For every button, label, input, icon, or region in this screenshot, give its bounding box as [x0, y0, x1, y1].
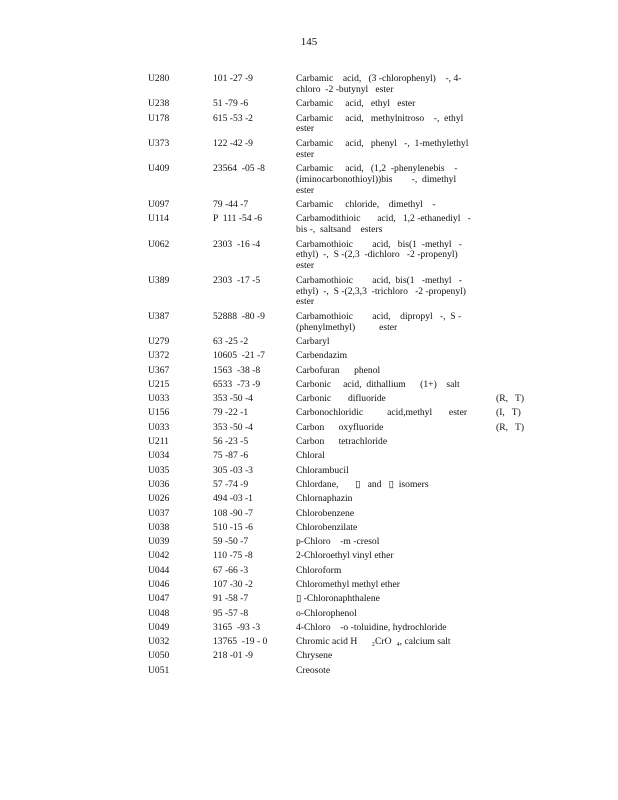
chemical-name-cell: o-Chlorophenol — [296, 607, 357, 619]
cas-number-cell: 218 -01 -9 — [213, 650, 253, 662]
table-row — [148, 214, 548, 236]
cas-number-cell: 23564 -05 -8 — [213, 162, 265, 174]
table-row — [148, 551, 548, 562]
table-row — [148, 366, 548, 377]
cas-number-cell: 494 -03 -1 — [213, 493, 253, 505]
waste-code-cell: U044 — [148, 564, 170, 576]
waste-code-cell: U373 — [148, 137, 170, 149]
waste-code-cell: U026 — [148, 493, 170, 505]
cas-number-cell: 305 -03 -3 — [213, 464, 253, 476]
table-row — [148, 74, 548, 96]
chemical-name-cell: 4-Chloro -o -toluidine, hydrochloride — [296, 621, 447, 633]
chemical-name-cell: Carbon tetrachloride — [296, 436, 388, 448]
cas-number-cell: P 111 -54 -6 — [213, 213, 263, 225]
chemical-name-cell: Chlornaphazin — [296, 493, 353, 505]
waste-code-cell: U032 — [148, 636, 170, 648]
chemical-name-cell: Carbamic acid, (3 -chlorophenyl) -, 4- chloro -2 -butynyl ester — [296, 73, 462, 95]
cas-number-cell: 13765 -19 - 0 — [213, 636, 268, 648]
waste-code-cell: U034 — [148, 450, 170, 462]
chemical-name-cell: Carbamic chloride, dimethyl - — [296, 199, 436, 211]
cas-number-cell: 59 -50 -7 — [213, 536, 249, 548]
waste-code-cell: U049 — [148, 621, 170, 633]
chemical-name-cell: Chlorobenzene — [296, 507, 355, 519]
cas-number-cell: 6533 -73 -9 — [213, 378, 261, 390]
table-row — [148, 480, 548, 491]
table-row — [148, 609, 548, 620]
cas-number-cell: 107 -30 -2 — [213, 578, 253, 590]
table-row — [148, 637, 548, 648]
cas-number-cell: 3165 -93 -3 — [213, 621, 261, 633]
chemical-name-cell: Carbamothioic acid, dipropyl -, S - (phenylmethyl) ester — [296, 310, 462, 333]
chemical-name-cell: ▯ -Chloronaphthalene — [296, 593, 380, 605]
waste-code-cell: U037 — [148, 507, 170, 519]
waste-code-cell: U062 — [148, 238, 170, 250]
waste-code-cell: U211 — [148, 436, 169, 448]
table-row — [148, 580, 548, 591]
waste-code-cell: U097 — [148, 199, 170, 211]
waste-code-cell: U036 — [148, 478, 170, 490]
waste-code-cell: U033 — [148, 393, 170, 405]
table-row — [148, 537, 548, 548]
table-row — [148, 380, 548, 391]
table-row — [148, 466, 548, 477]
cas-number-cell: 510 -15 -6 — [213, 521, 253, 533]
waste-code-cell: U409 — [148, 162, 170, 174]
waste-code-cell: U050 — [148, 650, 170, 662]
chemical-name-cell: Carbendazim — [296, 350, 348, 362]
chemical-name-cell: Carbaryl — [296, 335, 330, 347]
waste-code-cell: U038 — [148, 521, 170, 533]
chemical-name-cell: Chlorambucil — [296, 464, 349, 476]
chemical-name-cell: Carbamodithioic acid, 1,2 -ethanediyl - bis -, saltsand esters — [296, 213, 471, 236]
table-row — [148, 509, 548, 520]
cas-number-cell: 2303 -17 -5 — [213, 274, 261, 286]
chemical-name-cell: Creosote — [296, 664, 331, 676]
waste-code-cell: U046 — [148, 578, 170, 590]
hazard-code-cell: (R, T) — [496, 393, 525, 405]
chemical-name-cell: Carbamic acid, phenyl -, 1-methylethyl ester — [296, 137, 469, 160]
chemical-name-cell: Carbamic acid, ethyl ester — [296, 98, 416, 110]
table-row — [148, 164, 548, 197]
table-row — [148, 451, 548, 462]
table-row — [148, 276, 548, 309]
chemical-name-cell: Carbamothioic acid, bis(1 -methyl - ethyl) -, S -(2,3,3 -trichloro -2 -propenyl) ester — [296, 274, 466, 308]
table-row — [148, 240, 548, 273]
table-row — [148, 200, 548, 211]
table-row — [148, 494, 548, 505]
table-row — [148, 139, 548, 161]
table-row — [148, 312, 548, 334]
table-row — [148, 114, 548, 136]
cas-number-cell: 2303 -16 -4 — [213, 238, 261, 250]
table-row — [148, 523, 548, 534]
waste-code-cell: U051 — [148, 664, 170, 676]
chemical-name-cell: Carbonic acid, dithallium (1+) salt — [296, 378, 460, 390]
chemical-name-cell: Carbonic difluoride — [296, 393, 386, 405]
cas-number-cell: 1563 -38 -8 — [213, 364, 261, 376]
chemical-name-cell: Carbamic acid, methylnitroso -, ethyl ester — [296, 112, 464, 135]
table-row — [148, 623, 548, 634]
chemical-name-cell: Carbofuran phenol — [296, 364, 381, 376]
chemical-name-cell: p-Chloro -m -cresol — [296, 536, 380, 548]
waste-code-cell: U367 — [148, 364, 170, 376]
cas-number-cell: 57 -74 -9 — [213, 478, 249, 490]
waste-code-cell: U042 — [148, 550, 170, 562]
hazard-code-cell: (R, T) — [496, 421, 525, 433]
chemical-name-cell: Chlorobenzilate — [296, 521, 358, 533]
cas-number-cell: 67 -66 -3 — [213, 564, 249, 576]
cas-number-cell: 95 -57 -8 — [213, 607, 249, 619]
cas-number-cell: 91 -58 -7 — [213, 593, 249, 605]
cas-number-cell: 52888 -80 -9 — [213, 310, 265, 322]
table-row — [148, 394, 548, 405]
cas-number-cell: 108 -90 -7 — [213, 507, 253, 519]
chemical-name-cell: Carbamic acid, (1,2 -phenylenebis - (iminocarbonothioyl))bis -, dimethyl ester — [296, 162, 458, 196]
chemical-name-cell: Chlordane, ▯ and ▯ isomers — [296, 478, 429, 490]
chemical-name-cell: Chrysene — [296, 650, 333, 662]
hazardous-waste-table — [148, 74, 548, 680]
cas-number-cell: 353 -50 -4 — [213, 393, 253, 405]
cas-number-cell: 10605 -21 -7 — [213, 350, 265, 362]
chemical-name-cell: Chromic acid H ₂CrO ₄, calcium salt — [296, 636, 451, 648]
waste-code-cell: U238 — [148, 98, 170, 110]
waste-code-cell: U280 — [148, 73, 170, 84]
hazard-code-cell: (I, T) — [496, 407, 521, 419]
page-number: 145 — [300, 36, 318, 48]
table-row — [148, 594, 548, 605]
table-row — [148, 423, 548, 434]
waste-code-cell: U048 — [148, 607, 170, 619]
table-row — [148, 566, 548, 577]
cas-number-cell: 615 -53 -2 — [213, 112, 253, 124]
waste-code-cell: U156 — [148, 407, 170, 419]
table-row — [148, 99, 548, 110]
table-row — [148, 437, 548, 448]
cas-number-cell: 122 -42 -9 — [213, 137, 253, 149]
table-row — [148, 351, 548, 362]
cas-number-cell: 101 -27 -9 — [213, 73, 253, 84]
waste-code-cell: U035 — [148, 464, 170, 476]
chemical-name-cell: Carbamothioic acid, bis(1 -methyl - ethyl) -, S -(2,3 -dichloro -2 -propenyl) ester — [296, 238, 462, 272]
table-row — [148, 651, 548, 662]
chemical-name-cell: Chloroform — [296, 564, 342, 576]
chemical-name-cell: Carbon oxyfluoride — [296, 421, 384, 433]
waste-code-cell: U389 — [148, 274, 170, 286]
waste-code-cell: U387 — [148, 310, 170, 322]
waste-code-cell: U279 — [148, 335, 170, 347]
chemical-name-cell: Chloral — [296, 450, 325, 462]
cas-number-cell: 51 -79 -6 — [213, 98, 249, 110]
chemical-name-cell: 2-Chloroethyl vinyl ether — [296, 550, 394, 562]
waste-code-cell: U215 — [148, 378, 170, 390]
cas-number-cell: 79 -22 -1 — [213, 407, 249, 419]
table-row — [148, 337, 548, 348]
waste-code-cell: U114 — [148, 213, 169, 225]
waste-code-cell: U047 — [148, 593, 170, 605]
waste-code-cell: U039 — [148, 536, 170, 548]
waste-code-cell: U178 — [148, 112, 170, 124]
waste-code-cell: U372 — [148, 350, 170, 362]
chemical-name-cell: Carbonochloridic acid,methyl ester — [296, 407, 468, 419]
cas-number-cell: 110 -75 -8 — [213, 550, 253, 562]
table-row — [148, 408, 548, 419]
chemical-name-cell: Chloromethyl methyl ether — [296, 578, 400, 590]
waste-code-cell: U033 — [148, 421, 170, 433]
table-row — [148, 666, 548, 677]
cas-number-cell: 353 -50 -4 — [213, 421, 253, 433]
cas-number-cell: 79 -44 -7 — [213, 199, 249, 211]
cas-number-cell: 56 -23 -5 — [213, 436, 249, 448]
cas-number-cell: 75 -87 -6 — [213, 450, 249, 462]
cas-number-cell: 63 -25 -2 — [213, 335, 249, 347]
